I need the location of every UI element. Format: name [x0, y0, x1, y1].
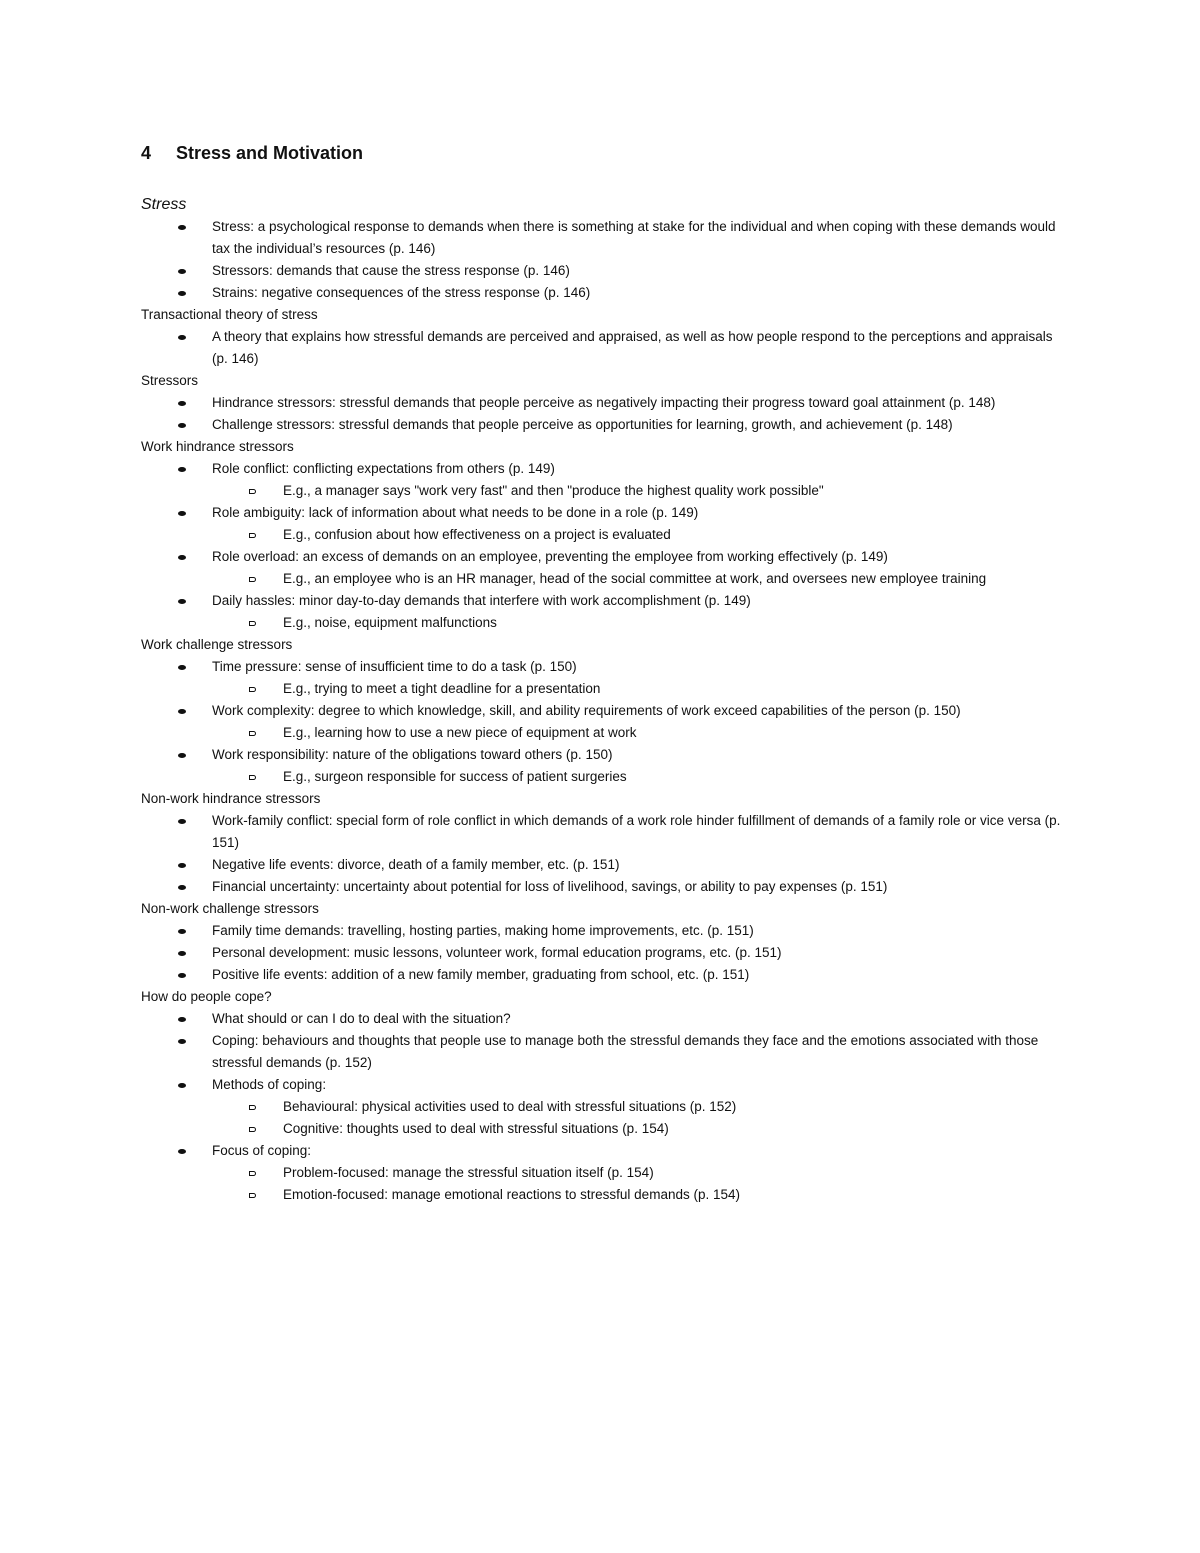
bullet-dot-icon [178, 225, 186, 230]
bullet-item [141, 700, 1071, 722]
bullet-item [141, 414, 1071, 436]
bullet-text: Time pressure: sense of insufficient time to do a task (p. 150) [212, 659, 577, 674]
sub-bullet-arrow-icon [249, 621, 256, 626]
bullet-item [141, 1030, 1071, 1074]
bullet-item [141, 260, 1071, 282]
sub-bullet-text: E.g., noise, equipment malfunctions [283, 615, 497, 630]
bullet-text: Family time demands: travelling, hosting parties, making home improvements, etc. (p. 151) [212, 923, 754, 938]
bullet-dot-icon [178, 511, 186, 516]
bullet-text: Coping: behaviours and thoughts that people use to manage both the stressful demands they face and the emotions associated with those stressful demands (p. 152) [212, 1033, 1039, 1070]
notes-content [141, 194, 1071, 1206]
bullet-item [141, 282, 1071, 304]
bullet-item [141, 1008, 1071, 1030]
section-heading: Non-work challenge stressors [141, 901, 319, 916]
sub-bullet-item [141, 1096, 1071, 1118]
chapter-number: 4 [141, 143, 152, 163]
bullet-item [141, 216, 1071, 260]
bullet-text: Role conflict: conflicting expectations from others (p. 149) [212, 461, 555, 476]
sub-bullet-item [141, 612, 1071, 634]
bullet-text: Work complexity: degree to which knowledge, skill, and ability requirements of work exceed capabilities of the person (p. 150) [212, 703, 961, 718]
section-heading: Stress [141, 196, 187, 213]
sub-bullet-text: Behavioural: physical activities used to deal with stressful situations (p. 152) [283, 1099, 737, 1114]
bullet-dot-icon [178, 665, 186, 670]
bullet-item [141, 656, 1071, 678]
bullet-item [141, 964, 1071, 986]
sub-bullet-arrow-icon [249, 1105, 256, 1110]
bullet-item [141, 392, 1071, 414]
bullet-dot-icon [178, 1017, 186, 1022]
sub-bullet-arrow-icon [249, 1193, 256, 1198]
bullet-dot-icon [178, 951, 186, 956]
chapter-title: Stress and Motivation [176, 143, 364, 163]
section-heading: Transactional theory of stress [141, 307, 318, 322]
sub-bullet-item [141, 678, 1071, 700]
chapter-heading [141, 143, 363, 164]
bullet-dot-icon [178, 709, 186, 714]
sub-bullet-item [141, 524, 1071, 546]
section-heading: Stressors [141, 373, 199, 388]
bullet-dot-icon [178, 599, 186, 604]
sub-bullet-arrow-icon [249, 775, 256, 780]
sub-bullet-arrow-icon [249, 687, 256, 692]
sub-bullet-text: Emotion-focused: manage emotional reactions to stressful demands (p. 154) [283, 1187, 740, 1202]
sub-bullet-arrow-icon [249, 1127, 256, 1132]
sub-bullet-item [141, 1118, 1071, 1140]
bullet-dot-icon [178, 973, 186, 978]
bullet-item [141, 502, 1071, 524]
section-heading: How do people cope? [141, 989, 272, 1004]
sub-bullet-arrow-icon [249, 533, 256, 538]
bullet-dot-icon [178, 269, 186, 274]
bullet-dot-icon [178, 291, 186, 296]
sub-bullet-arrow-icon [249, 1171, 256, 1176]
bullet-text: Financial uncertainty: uncertainty about potential for loss of livelihood, savings, or ability to pay expenses (p. 151) [212, 879, 888, 894]
sub-bullet-item [141, 766, 1071, 788]
sub-bullet-text: E.g., confusion about how effectiveness on a project is evaluated [283, 527, 671, 542]
section-heading: Non-work hindrance stressors [141, 791, 321, 806]
bullet-item [141, 810, 1071, 854]
bullet-text: Negative life events: divorce, death of a family member, etc. (p. 151) [212, 857, 620, 872]
bullet-text: Role overload: an excess of demands on an employee, preventing the employee from working effectively (p. 149) [212, 549, 888, 564]
bullet-text: Personal development: music lessons, volunteer work, formal education programs, etc. (p. 151) [212, 945, 782, 960]
bullet-text: What should or can I do to deal with the situation? [212, 1011, 511, 1026]
bullet-text: Stress: a psychological response to demands when there is something at stake for the individual and when coping with these demands would tax the individual’s resources (p. 146) [212, 219, 1056, 256]
bullet-text: Hindrance stressors: stressful demands that people perceive as negatively impacting their progress toward goal attainment (p. 148) [212, 395, 996, 410]
bullet-text: Strains: negative consequences of the stress response (p. 146) [212, 285, 591, 300]
sub-bullet-item [141, 722, 1071, 744]
sub-bullet-arrow-icon [249, 489, 256, 494]
sub-bullet-text: E.g., an employee who is an HR manager, head of the social committee at work, and oversees new employee training [283, 571, 987, 586]
sub-bullet-text: E.g., surgeon responsible for success of patient surgeries [283, 769, 627, 784]
bullet-item [141, 920, 1071, 942]
bullet-text: Stressors: demands that cause the stress response (p. 146) [212, 263, 570, 278]
sub-bullet-text: E.g., learning how to use a new piece of equipment at work [283, 725, 637, 740]
bullet-dot-icon [178, 555, 186, 560]
bullet-dot-icon [178, 401, 186, 406]
bullet-text: Work-family conflict: special form of role conflict in which demands of a work role hinder fulfillment of demands of a family role or vice versa (p. 151) [212, 813, 1061, 850]
sub-bullet-item [141, 568, 1071, 590]
section-heading: Work challenge stressors [141, 637, 293, 652]
sub-bullet-text: E.g., trying to meet a tight deadline for a presentation [283, 681, 601, 696]
sub-bullet-arrow-icon [249, 577, 256, 582]
bullet-item [141, 326, 1071, 370]
bullet-dot-icon [178, 819, 186, 824]
bullet-text: Positive life events: addition of a new family member, graduating from school, etc. (p. 151) [212, 967, 750, 982]
bullet-dot-icon [178, 1083, 186, 1088]
sub-bullet-text: Cognitive: thoughts used to deal with stressful situations (p. 154) [283, 1121, 669, 1136]
bullet-item [141, 1074, 1071, 1096]
sub-bullet-text: E.g., a manager says "work very fast" and then "produce the highest quality work possible" [283, 483, 824, 498]
sub-bullet-arrow-icon [249, 731, 256, 736]
sub-bullet-item [141, 1162, 1071, 1184]
bullet-text: Challenge stressors: stressful demands that people perceive as opportunities for learning, growth, and achievement (p. 148) [212, 417, 953, 432]
bullet-item [141, 876, 1071, 898]
bullet-dot-icon [178, 929, 186, 934]
bullet-text: Work responsibility: nature of the obligations toward others (p. 150) [212, 747, 613, 762]
bullet-item [141, 854, 1071, 876]
bullet-dot-icon [178, 1149, 186, 1154]
bullet-dot-icon [178, 423, 186, 428]
bullet-item [141, 458, 1071, 480]
bullet-dot-icon [178, 753, 186, 758]
bullet-item [141, 590, 1071, 612]
section-heading: Work hindrance stressors [141, 439, 294, 454]
bullet-text: Role ambiguity: lack of information about what needs to be done in a role (p. 149) [212, 505, 699, 520]
bullet-item [141, 546, 1071, 568]
sub-bullet-item [141, 480, 1071, 502]
bullet-dot-icon [178, 863, 186, 868]
bullet-text: Focus of coping: [212, 1143, 312, 1158]
bullet-text: A theory that explains how stressful demands are perceived and appraised, as well as how people respond to the perceptions and appraisals (p. 146) [212, 329, 1053, 366]
bullet-dot-icon [178, 335, 186, 340]
bullet-dot-icon [178, 885, 186, 890]
bullet-dot-icon [178, 1039, 186, 1044]
bullet-item [141, 1140, 1071, 1162]
bullet-item [141, 744, 1071, 766]
bullet-text: Daily hassles: minor day-to-day demands that interfere with work accomplishment (p. 149) [212, 593, 751, 608]
bullet-text: Methods of coping: [212, 1077, 327, 1092]
sub-bullet-item [141, 1184, 1071, 1206]
sub-bullet-text: Problem-focused: manage the stressful situation itself (p. 154) [283, 1165, 654, 1180]
bullet-dot-icon [178, 467, 186, 472]
bullet-item [141, 942, 1071, 964]
